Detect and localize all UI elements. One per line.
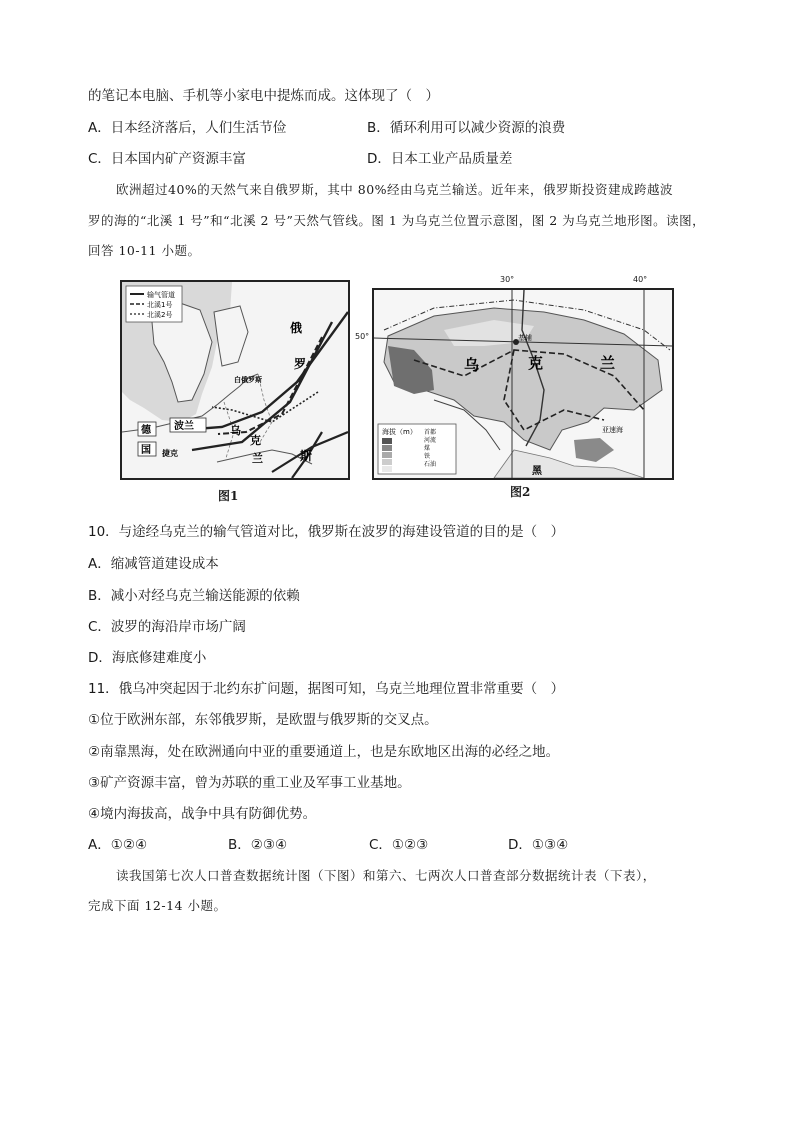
fig2-legend-iron: 铁	[424, 453, 431, 460]
passage2-line-1: 读我国第七次人口普查数据统计图（下图）和第六、七两次人口普查部分数据统计表（下表），	[116, 868, 656, 883]
q10-option-b: B．减小对经乌克兰输送能源的依赖	[88, 588, 300, 604]
q11-option-d: D．①③④	[508, 837, 569, 853]
fig1-label-russia-1: 俄	[290, 321, 303, 335]
fig1-legend-nordstream2: 北溪2号	[147, 311, 173, 319]
fig1-label-ukraine-1: 乌	[230, 424, 241, 437]
q11-option-b: B．②③④	[228, 837, 288, 853]
question-10-stem: 10．与途经乌克兰的输气管道对比，俄罗斯在波罗的海建设管道的目的是（ ）	[88, 524, 565, 540]
fig1-label-poland: 波兰	[174, 421, 194, 432]
fig1-label-czech: 捷克	[162, 449, 178, 458]
fig2-label-ukraine-1: 乌	[464, 356, 480, 374]
q11-item-2: ②南靠黑海，处在欧洲通向中亚的重要通道上，也是东欧地区出海的必经之地。	[88, 744, 560, 760]
q9-option-b: B．循环利用可以减少资源的浪费	[367, 120, 566, 136]
fig2-label-black-sea: 黑	[532, 466, 542, 477]
fig2-legend-coal: 煤	[424, 445, 431, 452]
q10-option-c: C．波罗的海沿岸市场广阔	[88, 619, 246, 635]
fig2-lon-40: 40°	[633, 275, 648, 284]
passage1-line-1: 欧洲超过40%的天然气来自俄罗斯，其中 80%经由乌克兰输送。近年来，俄罗斯投资建成跨越波	[116, 182, 674, 197]
q11-item-1: ①位于欧洲东部，东邻俄罗斯，是欧盟与俄罗斯的交叉点。	[88, 712, 438, 728]
q10-option-a: A．缩减管道建设成本	[88, 556, 219, 572]
q10-option-d: D．海底修建难度小	[88, 650, 207, 666]
q11-option-a: A．①②④	[88, 837, 148, 853]
fig1-label-ukraine-2: 克	[250, 434, 261, 447]
question-11-stem: 11．俄乌冲突起因于北约东扩问题，据图可知，乌克兰地理位置非常重要（ ）	[88, 681, 565, 697]
fig1-label-russia-3: 斯	[300, 449, 313, 463]
fig2-legend-river: 河流	[424, 437, 437, 444]
fig2-legend-capital: 首都	[424, 429, 437, 436]
fig2-lat-50: 50°	[355, 332, 370, 341]
passage2-line-2: 完成下面 12-14 小题。	[88, 898, 227, 913]
passage1-line-3: 回答 10-11 小题。	[88, 243, 201, 258]
q11-item-4: ④境内海拔高，战争中具有防御优势。	[88, 806, 317, 822]
fig1-label-ukraine-3: 兰	[252, 452, 263, 465]
passage1-line-2: 罗的海的“北溪 1 号”和“北溪 2 号”天然气管线。图 1 为乌克兰位置示意图，图 2 为乌克兰地形图。读图，	[88, 213, 706, 228]
fig2-legend-title: 海拔（m）	[382, 428, 417, 436]
fig2-label-kyiv: 基辅	[518, 334, 532, 342]
figure-2-svg	[374, 290, 672, 478]
fig1-legend-nordstream1: 北溪1号	[147, 301, 173, 309]
q9-option-c: C．日本国内矿产资源丰富	[88, 151, 246, 167]
fig1-legend-pipeline: 输气管道	[147, 291, 175, 299]
figure-2-caption: 图2	[510, 485, 531, 499]
q9-option-d: D．日本工业产品质量差	[367, 151, 513, 167]
figure-1-svg	[122, 282, 348, 478]
fig2-legend-oil: 石油	[424, 461, 437, 468]
figure-1-caption: 图1	[218, 489, 239, 503]
figure-1-map	[120, 280, 350, 480]
figure-2-map	[372, 288, 674, 480]
q9-option-a: A．日本经济落后，人们生活节俭	[88, 120, 287, 136]
fig2-label-ukraine-2: 克	[528, 354, 544, 372]
fig2-lon-30: 30°	[500, 275, 515, 284]
q11-item-3: ③矿产资源丰富，曾为苏联的重工业及军事工业基地。	[88, 775, 411, 791]
q11-option-c: C．①②③	[369, 837, 429, 853]
fig1-label-germany-1: 德	[141, 425, 151, 436]
fig1-label-russia-2: 罗	[294, 357, 307, 371]
fig2-label-ukraine-3: 兰	[600, 354, 616, 372]
fig2-label-azov: 亚速海	[602, 426, 623, 434]
fig1-label-germany-2: 国	[141, 445, 151, 456]
fig1-label-belarus: 白俄罗斯	[234, 376, 262, 384]
question-9-stem-tail: 的笔记本电脑、手机等小家电中提炼而成。这体现了（ ）	[88, 88, 439, 104]
